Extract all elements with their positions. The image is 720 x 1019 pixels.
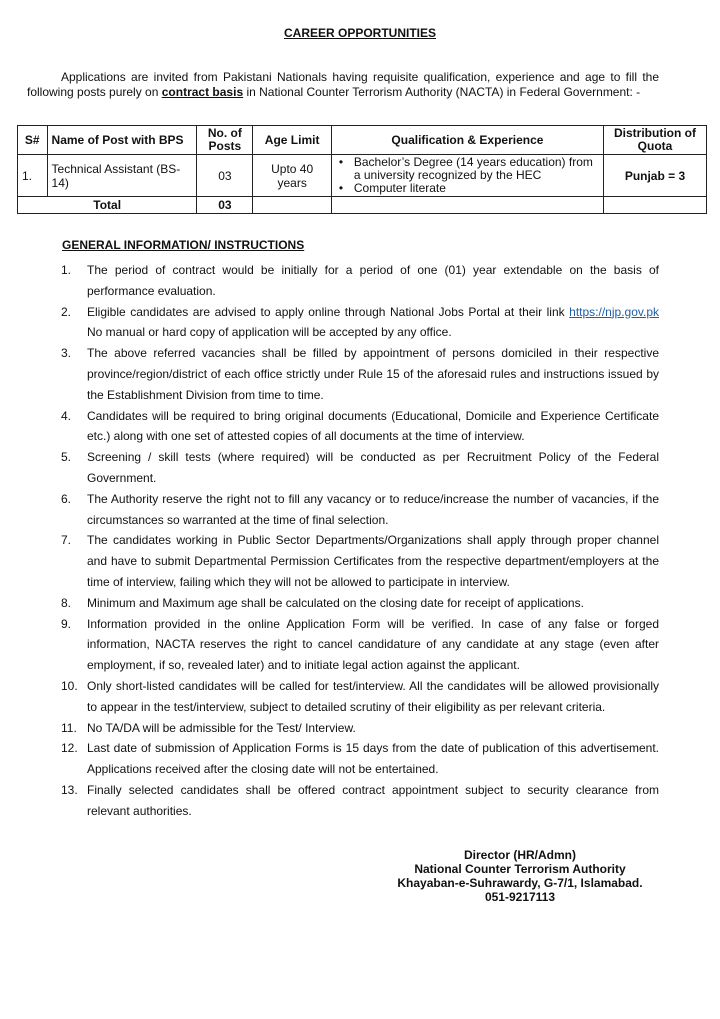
instruction-number: 8. — [61, 595, 72, 610]
intro-emphasis: contract basis — [161, 85, 244, 99]
cell-distribution: Punjab = 3 — [604, 155, 707, 197]
instruction-text: The above referred vacancies shall be filled by appointment of persons domiciled in their respective province/region/district of each office strictly under Rule 15 of the aforesaid rules and instructions issued by the Establishment Division from time to time. — [87, 346, 659, 402]
instruction-text: Screening / skill tests (where required) will be conducted as per Recruitment Policy of the Federal Government. — [87, 450, 659, 485]
cell-post-name: Technical Assistant (BS-14) — [47, 155, 197, 197]
table-total-row — [18, 197, 707, 214]
header-age-limit: Age Limit — [253, 126, 331, 155]
cell-age-limit: Upto 40 years — [253, 155, 331, 197]
cell-qualification — [331, 155, 603, 197]
instruction-number: 2. — [61, 304, 72, 319]
njp-portal-link[interactable]: https://njp.gov.pk — [569, 304, 659, 319]
instruction-text: Only short-listed candidates will be called for test/interview. All the candidates will be allowed provisionally to appear in the test/interview, subject to detailed scrutiny of their eligibility as per relevant criteria. — [87, 678, 659, 714]
intro-paragraph — [27, 70, 659, 100]
table-header-row — [18, 126, 707, 155]
total-empty-cell — [604, 197, 707, 214]
instruction-item — [55, 780, 659, 822]
instruction-text: Information provided in the online Application Form will be verified. In case of any false or forged information, NACTA reserves the right to cancel candidature of any candidate at any stage (even after employment, if so, revealed later) and to initiate legal action against the applicant. — [87, 616, 659, 673]
instruction-number: 11. — [61, 720, 77, 735]
qualification-item: • Bachelor’s Degree (14 years education) from a university recognized by the HEC — [354, 156, 599, 182]
qualification-list — [336, 156, 599, 195]
header-distribution: Distribution of Quota — [604, 126, 707, 155]
instruction-number: 10. — [61, 678, 78, 693]
instruction-number: 3. — [61, 346, 72, 361]
intro-text-2: in National Counter Terrorism Authority (NACTA) in Federal Government: - — [243, 85, 641, 99]
qualification-item: • Computer literate — [354, 182, 599, 195]
instruction-item — [55, 406, 659, 448]
signature-title: Director (HR/Admn) — [463, 848, 576, 862]
instruction-number: 4. — [61, 408, 72, 423]
instruction-number: 9. — [61, 616, 72, 631]
total-value: 03 — [197, 197, 253, 214]
posts-table — [17, 125, 707, 214]
instruction-text: The Authority reserve the right not to fill any vacancy or to reduce/increase the number of vacancies, if the circumstances so warranted at the time of final selection. — [87, 491, 659, 527]
header-sn: S# — [18, 126, 48, 155]
instruction-text: Candidates will be required to bring original documents (Educational, Domicile and Experience Certificate etc.) along with one set of attested copies of all documents at the time of interview. — [87, 408, 659, 444]
instruction-text: Eligible candidates are advised to apply online through National Jobs Portal at their link — [87, 304, 570, 319]
instruction-text: Finally selected candidates shall be offered contract appointment subject to security clearance from relevant authorities. — [87, 782, 659, 818]
instruction-number: 6. — [61, 491, 72, 506]
intro-text-1: Applications are invited from Pakistani Nationals having requisite qualification, experience and age to fill the following posts purely on — [27, 70, 659, 99]
instruction-item — [55, 302, 659, 344]
instruction-item — [55, 447, 659, 489]
instruction-item — [55, 343, 659, 405]
instruction-text: Minimum and Maximum age shall be calculated on the closing date for receipt of applications. — [87, 595, 584, 610]
instruction-text-after: No manual or hard copy of application will be accepted by any office. — [87, 325, 452, 340]
instruction-number: 12. — [61, 741, 78, 756]
instruction-item — [55, 593, 659, 614]
instruction-number: 13. — [61, 782, 78, 797]
instruction-text: Last date of submission of Application Forms is 15 days from the date of publication of this advertisement. Applications received after the closing date will not be entertained. — [87, 741, 659, 777]
instruction-item — [55, 489, 659, 531]
header-no-of-posts: No. of Posts — [197, 126, 253, 155]
instruction-number: 5. — [61, 450, 72, 465]
signature-phone: 051-9217113 — [484, 890, 556, 904]
instructions-heading: GENERAL INFORMATION/ INSTRUCTIONS — [62, 238, 305, 252]
instruction-item — [55, 530, 659, 592]
signature-address: Khayaban-e-Suhrawardy, G-7/1, Islamabad. — [397, 876, 643, 890]
page-title: CAREER OPPORTUNITIES — [283, 26, 436, 40]
instruction-number: 1. — [61, 263, 72, 277]
signature-organization: National Counter Terrorism Authority — [414, 862, 626, 876]
total-empty-cell — [331, 197, 603, 214]
signature-block — [380, 848, 660, 904]
instruction-number: 7. — [61, 533, 72, 548]
total-empty-cell — [253, 197, 331, 214]
header-post-name: Name of Post with BPS — [47, 126, 197, 155]
table-row — [18, 155, 707, 197]
instructions-list — [55, 260, 659, 822]
instruction-text: The candidates working in Public Sector Departments/Organizations shall apply through proper channel and have to submit Departmental Permission Certificates from the respective department/employers at the time of interview, failing which they will not be allowed to participate in interview. — [87, 533, 659, 589]
instruction-text: The period of contract would be initially for a period of one (01) year extendable on the basis of performance evaluation. — [87, 263, 659, 298]
instruction-item — [55, 718, 659, 739]
instruction-item — [55, 676, 659, 718]
header-qualification: Qualification & Experience — [331, 126, 603, 155]
instruction-item — [55, 260, 659, 302]
total-label: Total — [18, 197, 197, 214]
cell-no-of-posts: 03 — [197, 155, 253, 197]
instruction-item — [55, 614, 659, 676]
instruction-text: No TA/DA will be admissible for the Test/ Interview. — [87, 720, 356, 735]
cell-sn: 1. — [18, 155, 48, 197]
instruction-item — [55, 738, 659, 780]
